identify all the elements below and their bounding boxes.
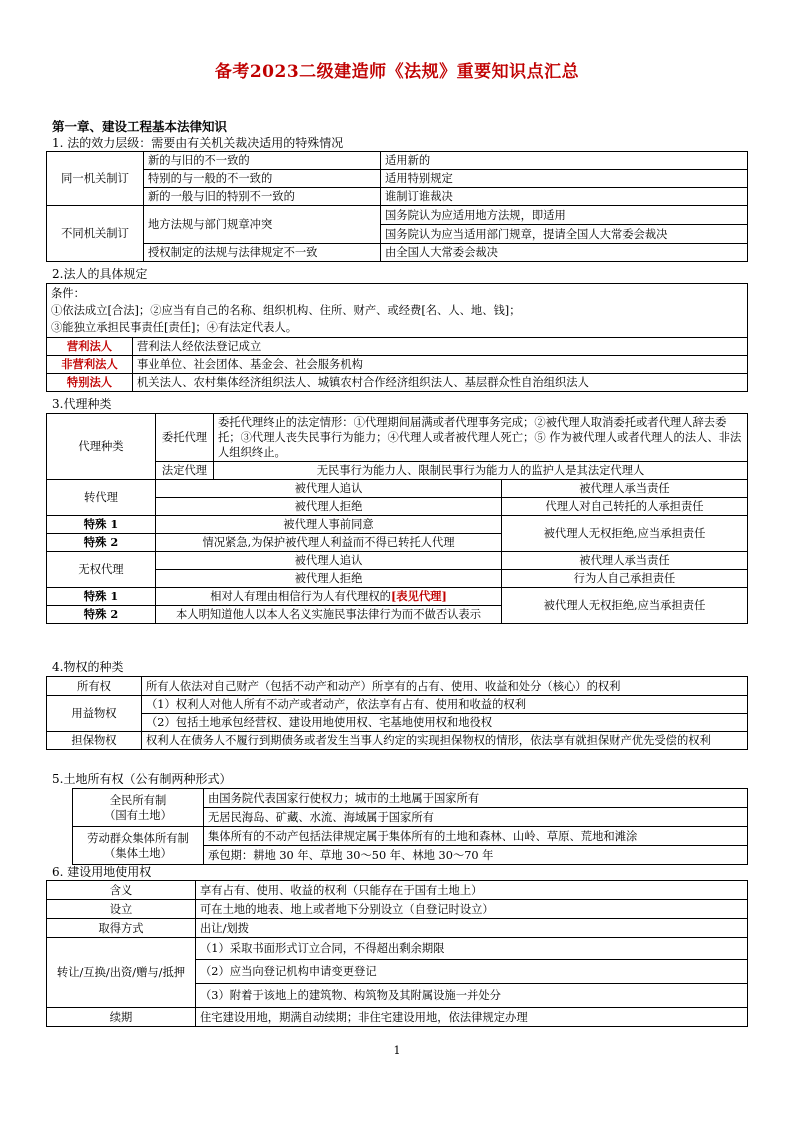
- table-cell: （2）应当向登记机构申请变更登记: [196, 960, 748, 984]
- table-cell: 被代理人拒绝: [156, 498, 502, 516]
- conditions-line: ③能独立承担民事责任[责任]；④有法定代表人。: [51, 321, 298, 334]
- land-ownership-table: [72, 788, 748, 865]
- table-cell: 地方法规与部门规章冲突: [144, 206, 381, 244]
- table-cell: 被代理人事前同意: [156, 516, 502, 534]
- for-profit-label: 营利法人: [47, 338, 133, 356]
- diff-org-cell: 不同机关制订: [47, 206, 144, 262]
- security-right-cell: 担保物权: [47, 732, 142, 750]
- table-cell: [156, 588, 502, 606]
- table-cell: 住宅建设用地，期满自动续期；非住宅建设用地，依法律规定办理: [196, 1008, 748, 1027]
- table-cell: 情况紧急,为保护被代理人利益而不得已转托人代理: [156, 534, 502, 552]
- table-cell: 承包期：耕地 30 年、草地 30～50 年、林地 30～70 年: [204, 846, 748, 865]
- collective-cell: [73, 827, 204, 865]
- establish-cell: 设立: [47, 900, 196, 919]
- table-cell: 委托代理终止的法定情形：①代理期间届满或者代理事务完成；②被代理人取消委托或者代理人辞去委托；③代理人丧失民事行为能力；④代理人或者被代理人死亡；⑤ 作为被代理人或者代理人的法人、非法人组织终止。: [214, 414, 748, 462]
- table-cell: 集体所有的不动产包括法律规定属于集体所有的土地和森林、山岭、草原、荒地和滩涂: [204, 827, 748, 846]
- law-hierarchy-table: [46, 151, 748, 262]
- table-cell: 由全国人大常委会裁决: [381, 244, 748, 262]
- agency-kinds-cell: 代理种类: [47, 414, 156, 480]
- table-cell: 被代理人承当责任: [502, 480, 748, 498]
- table-cell: 被代理人无权拒绝,应当承担责任: [502, 516, 748, 552]
- table-cell: 无居民海岛、矿藏、水流、海域属于国家所有: [204, 808, 748, 827]
- legal-person-table: [46, 283, 748, 392]
- table-cell: （3）附着于该地上的建筑物、构筑物及其附属设施一并处分: [196, 984, 748, 1008]
- same-org-cell: 同一机关制订: [47, 152, 144, 206]
- section-4-heading: 4.物权的种类: [52, 660, 124, 674]
- non-profit-label: 非营利法人: [47, 356, 133, 374]
- special-1-label: 特殊 1: [47, 588, 156, 606]
- table-cell: 事业单位、社会团体、基金会、社会服务机构: [133, 356, 748, 374]
- table-cell: 授权制定的法规与法律规定不一致: [144, 244, 381, 262]
- acquire-cell: 取得方式: [47, 919, 196, 938]
- table-cell: 代理人对自己转托的人承担责任: [502, 498, 748, 516]
- table-cell: 特别的与一般的不一致的: [144, 170, 381, 188]
- apparent-agency-tag: [表见代理]: [390, 589, 447, 603]
- state-owned-label: 全民所有制: [109, 793, 167, 807]
- table-cell: 适用新的: [381, 152, 748, 170]
- conditions-cell: [47, 284, 748, 338]
- table-cell: 谁制订谁裁决: [381, 188, 748, 206]
- land-use-right-table: [46, 880, 748, 1027]
- conditions-line: ①依法成立[合法]；②应当有自己的名称、组织机构、住所、财产、或经费[名、人、地、钱]；: [51, 304, 521, 317]
- chapter-heading: 第一章、建设工程基本法律知识: [52, 119, 228, 134]
- table-cell: 所有人依法对自己财产（包括不动产和动产）所享有的占有、使用、收益和处分（核心）的权利: [142, 677, 748, 696]
- table-cell: 新的一般与旧的特别不一致的: [144, 188, 381, 206]
- table-cell: 机关法人、农村集体经济组织法人、城镇农村合作经济组织法人、基层群众性自治组织法人: [133, 374, 748, 392]
- transfer-cell: 转让/互换/出资/赠与/抵押: [47, 938, 196, 1008]
- table-cell: （1）采取书面形式订立合同，不得超出剩余期限: [196, 938, 748, 960]
- conditions-label: 条件：: [51, 287, 85, 300]
- special-label: 特别法人: [47, 374, 133, 392]
- table-cell: 被代理人承当责任: [502, 552, 748, 570]
- table-cell: 被代理人追认: [156, 552, 502, 570]
- usufruct-cell: 用益物权: [47, 696, 142, 732]
- table-cell: 被代理人无权拒绝,应当承担责任: [502, 588, 748, 624]
- table-cell: 新的与旧的不一致的: [144, 152, 381, 170]
- legal-agency-cell: 法定代理: [156, 462, 214, 480]
- table-cell: 国务院认为应当适用部门规章，提请全国人大常委会裁决: [381, 225, 748, 244]
- table-cell: 营利法人经依法登记成立: [133, 338, 748, 356]
- apparent-agency-text: 相对人有理由相信行为人有代理权的: [210, 590, 391, 603]
- agency-table: [46, 413, 748, 624]
- special-1-label: 特殊 1: [47, 516, 156, 534]
- page-number: 1: [393, 1044, 401, 1057]
- table-cell: 权利人在债务人不履行到期债务或者发生当事人约定的实现担保物权的情形，依法享有就担保财产优先受偿的权利: [142, 732, 748, 750]
- table-cell: 可在土地的地表、地上或者地下分别设立（自登记时设立）: [196, 900, 748, 919]
- section-2-heading: 2.法人的具体规定: [52, 267, 148, 281]
- unauthorized-cell: 无权代理: [47, 552, 156, 588]
- document-title: 备考2023二级建造师《法规》重要知识点汇总: [214, 62, 580, 82]
- table-cell: 被代理人追认: [156, 480, 502, 498]
- transfer-cell: 转代理: [47, 480, 156, 516]
- table-cell: （2）包括土地承包经营权、建设用地使用权、宅基地使用权和地役权: [142, 714, 748, 732]
- table-cell: 被代理人拒绝: [156, 570, 502, 588]
- table-cell: （1）权利人对他人所有不动产或者动产，依法享有占有、使用和收益的权利: [142, 696, 748, 714]
- section-1-heading: 1. 法的效力层级：需要由有关机关裁决适用的特殊情况: [52, 136, 344, 150]
- table-cell: 本人明知道他人以本人名义实施民事法律行为而不做否认表示: [156, 606, 502, 624]
- table-cell: 国务院认为应适用地方法规，即适用: [381, 206, 748, 225]
- property-rights-table: [46, 676, 748, 750]
- entrust-cell: 委托代理: [156, 414, 214, 462]
- table-cell: 由国务院代表国家行使权力；城市的土地属于国家所有: [204, 789, 748, 808]
- special-2-label: 特殊 2: [47, 606, 156, 624]
- table-cell: 无民事行为能力人、限制民事行为能力人的监护人是其法定代理人: [214, 462, 748, 480]
- state-owned-sub: （国有土地）: [104, 808, 172, 822]
- section-6-heading: 6. 建设用地使用权: [52, 865, 152, 879]
- meaning-cell: 含义: [47, 881, 196, 900]
- section-3-heading: 3.代理种类: [52, 397, 112, 411]
- section-5-heading: 5.土地所有权（公有制两种形式）: [52, 772, 232, 786]
- renewal-cell: 续期: [47, 1008, 196, 1027]
- table-cell: 适用特别规定: [381, 170, 748, 188]
- table-cell: 行为人自己承担责任: [502, 570, 748, 588]
- table-cell: 出让/划拨: [196, 919, 748, 938]
- table-cell: 享有占有、使用、收益的权利（只能存在于国有土地上）: [196, 881, 748, 900]
- ownership-cell: 所有权: [47, 677, 142, 696]
- special-2-label: 特殊 2: [47, 534, 156, 552]
- collective-sub: （集体土地）: [104, 846, 172, 860]
- collective-label: 劳动群众集体所有制: [87, 831, 189, 845]
- state-owned-cell: [73, 789, 204, 827]
